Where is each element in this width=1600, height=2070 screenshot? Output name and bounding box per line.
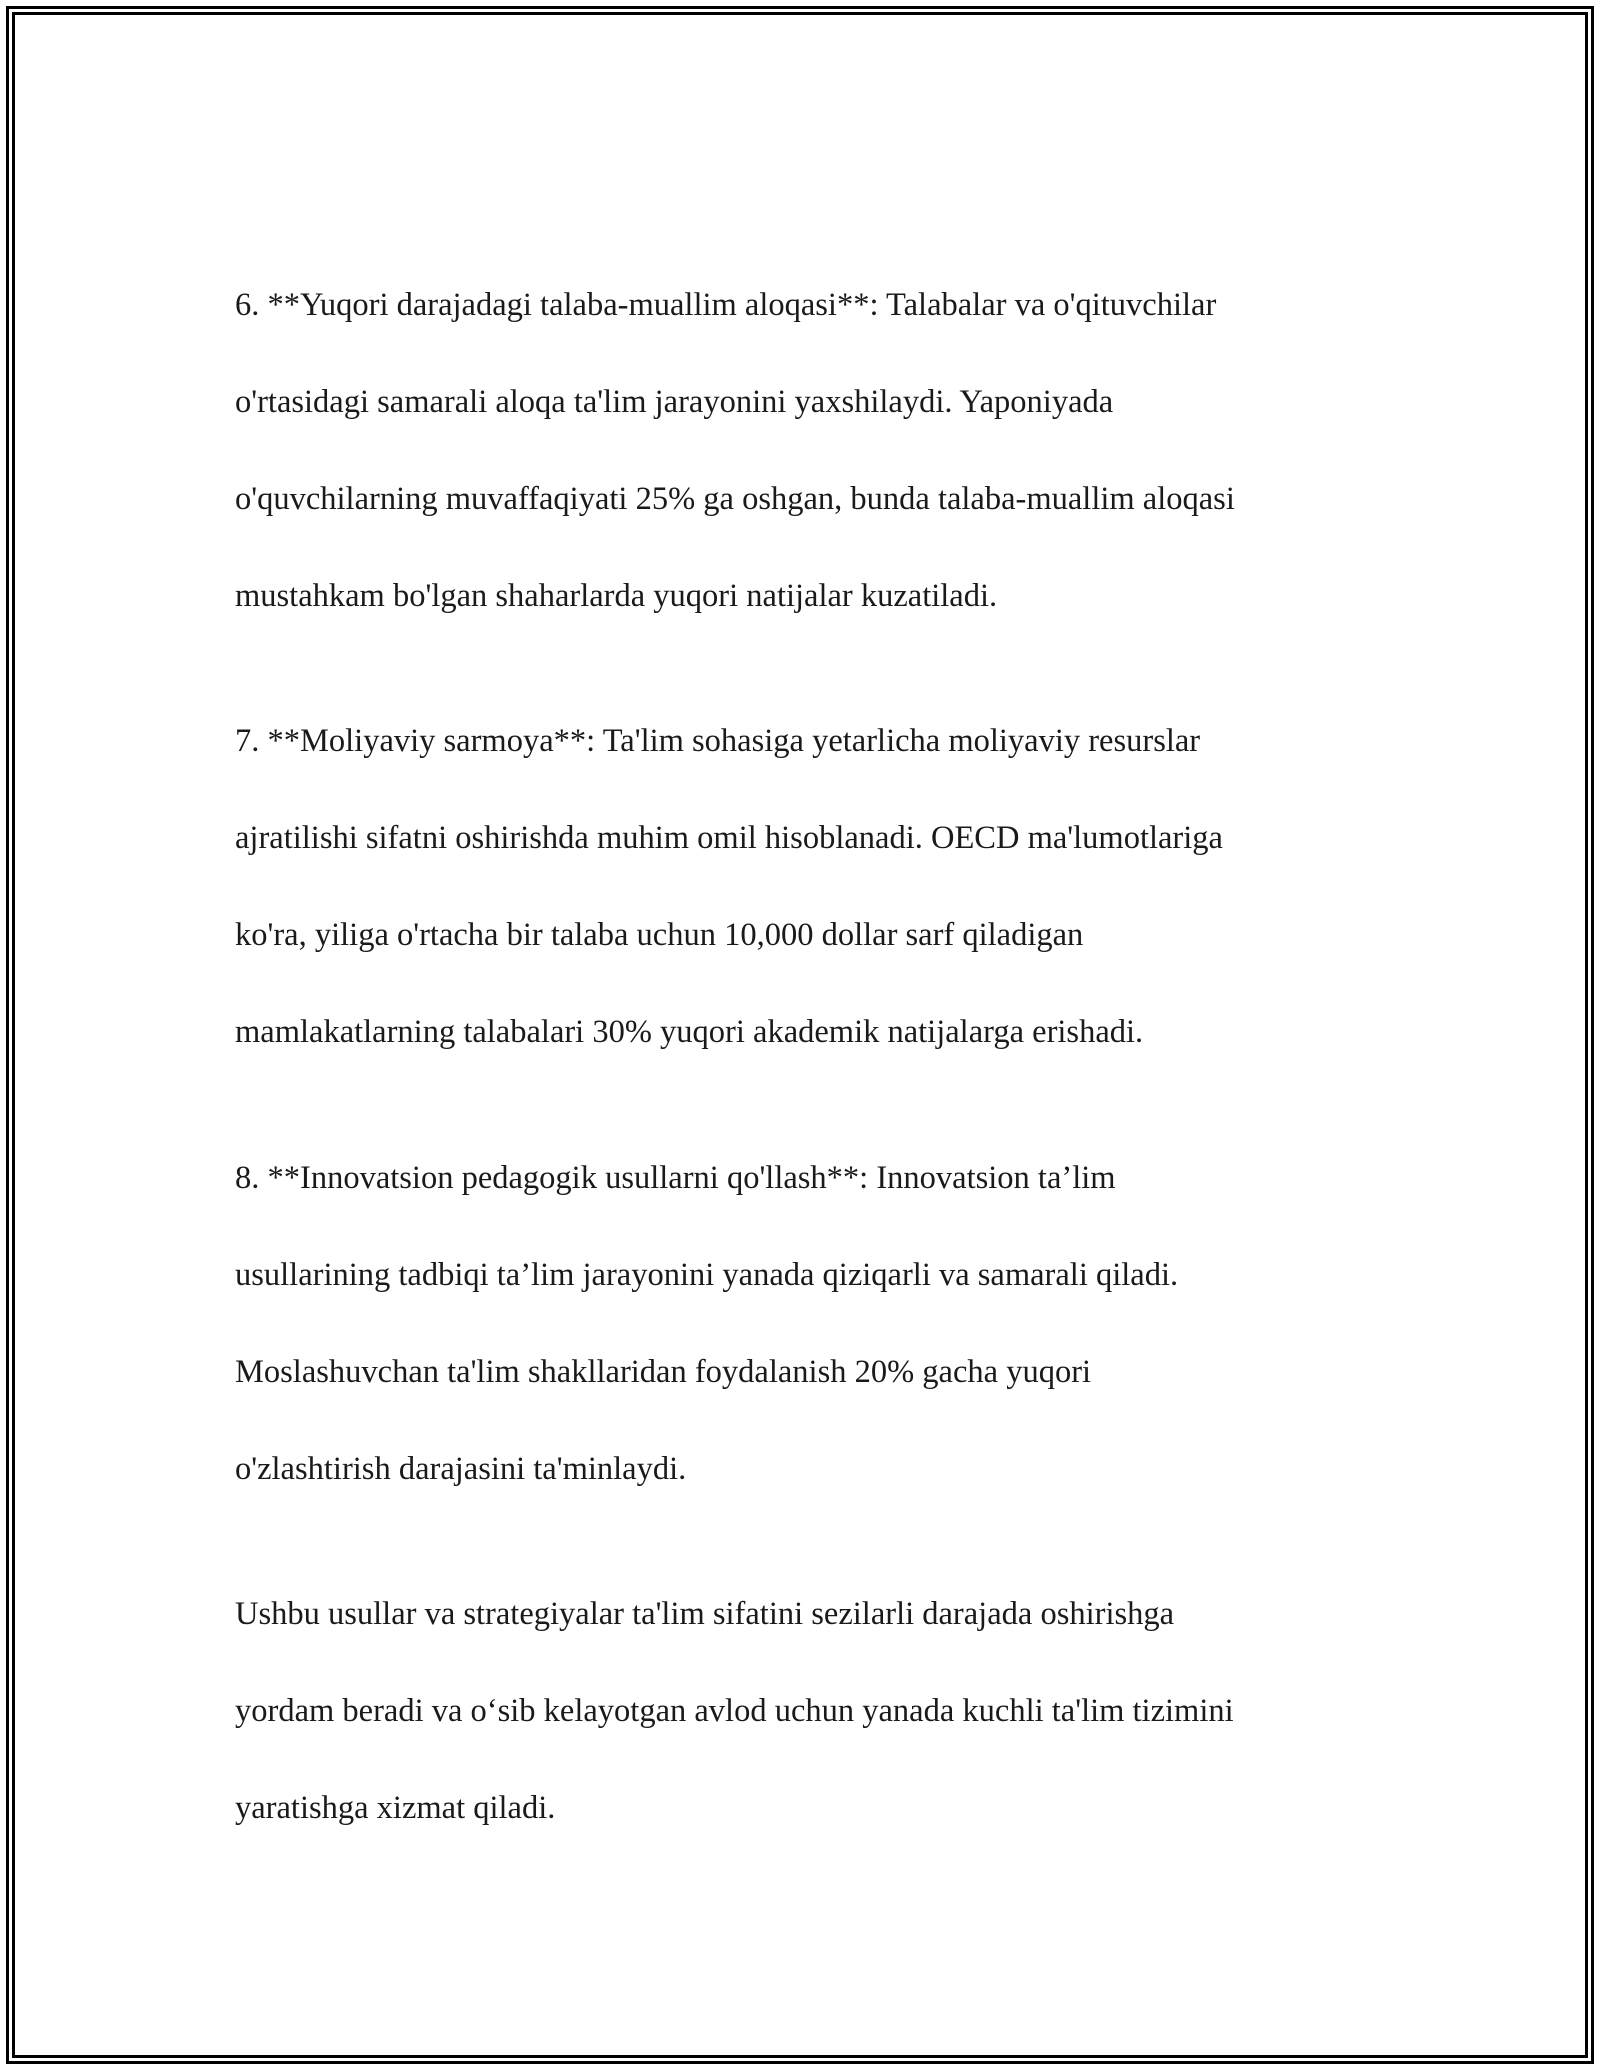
paragraph-item-8: [235, 1105, 1385, 1493]
text-line: o'zlashtirish darajasini ta'minlaydi.: [235, 1450, 687, 1487]
text-line: yordam beradi va o‘sib kelayotgan avlod uchun yanada kuchli ta'lim tizimini: [235, 1693, 1234, 1729]
text-line: o'quvchilarning muvaffaqiyati 25% ga oshgan, bunda talaba-muallim aloqasi: [235, 480, 1235, 517]
text-line: ajratilishi sifatni oshirishda muhim omil hisoblanadi. OECD ma'lumotlariga: [235, 820, 1223, 856]
text-line: Moslashuvchan ta'lim shakllaridan foydalanish 20% gacha yuqori: [235, 1353, 1092, 1390]
text-line: mustahkam bo'lgan shaharlarda yuqori natijalar kuzatiladi.: [235, 577, 998, 614]
document-body: [235, 232, 1385, 1881]
text-line: Ushbu usullar va strategiyalar ta'lim sifatini sezilarli darajada oshirishga: [235, 1596, 1175, 1632]
text-line: 6. **Yuqori darajadagi talaba-muallim aloqasi**: Talabalar va o'qituvchilar: [235, 286, 1217, 323]
paragraph-item-6: [235, 232, 1385, 620]
paragraph-item-7: [235, 669, 1385, 1057]
text-line: 7. **Moliyaviy sarmoya**: Ta'lim sohasiga yetarlicha moliyaviy resurslar: [235, 723, 1201, 759]
text-line: ko'ra, yiliga o'rtacha bir talaba uchun 10,000 dollar sarf qiladigan: [235, 917, 1084, 953]
text-line: usullarining tadbiqi ta’lim jarayonini yanada qiziqarli va samarali qiladi.: [235, 1256, 1179, 1293]
text-line: 8. **Innovatsion pedagogik usullarni qo'llash**: Innovatsion ta’lim: [235, 1159, 1116, 1196]
text-line: yaratishga xizmat qiladi.: [235, 1790, 556, 1826]
text-line: mamlakatlarning talabalari 30% yuqori akademik natijalarga erishadi.: [235, 1014, 1144, 1050]
text-line: o'rtasidagi samarali aloqa ta'lim jarayonini yaxshilaydi. Yaponiyada: [235, 383, 1114, 420]
paragraph-conclusion: [235, 1542, 1385, 1833]
